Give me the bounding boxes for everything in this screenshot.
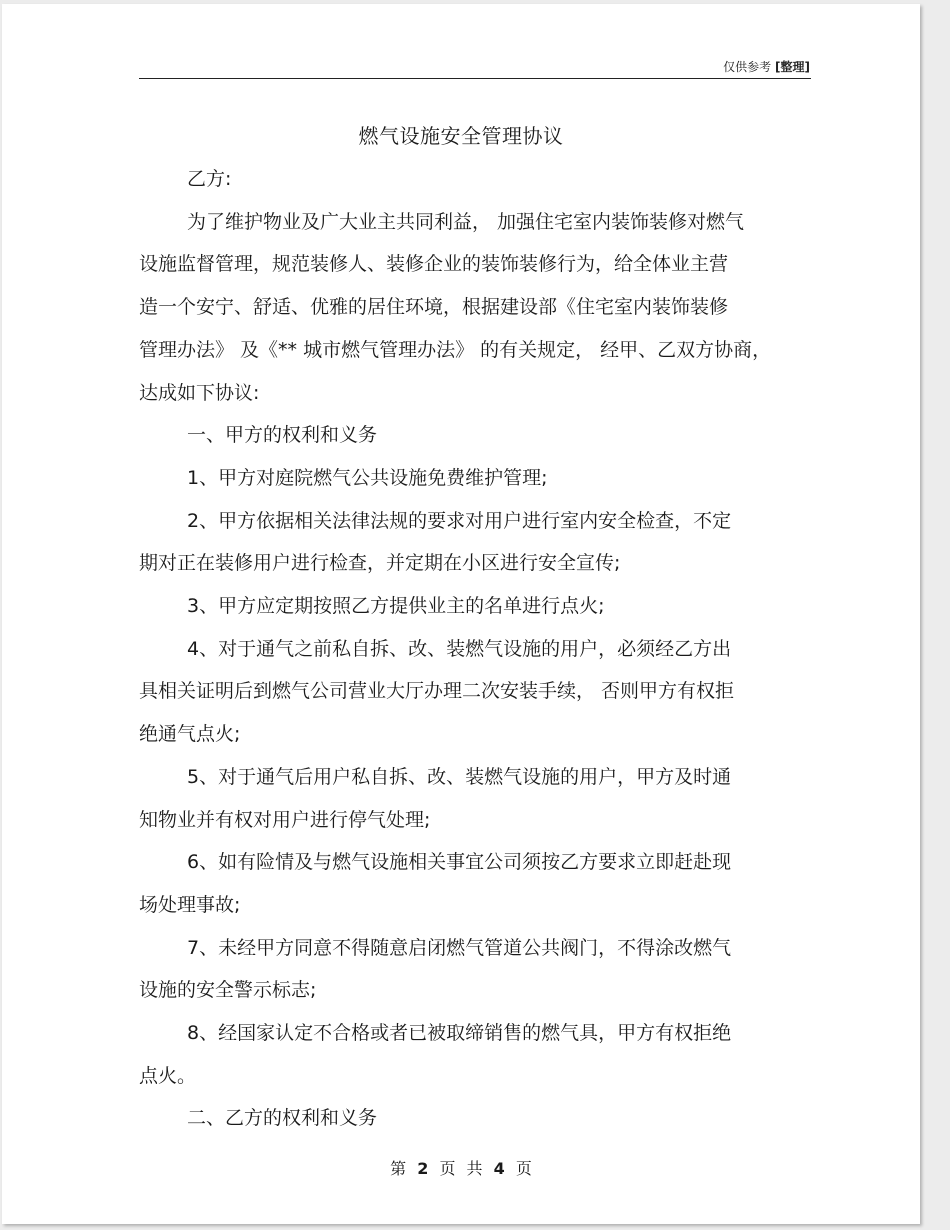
section-heading-party-a: 一、甲方的权利和义务 bbox=[187, 424, 378, 447]
clause-5-continued: 知物业并有权对用户进行停气处理; bbox=[139, 808, 431, 831]
clause-3: 3、甲方应定期按照乙方提供业主的名单进行点火; bbox=[187, 595, 605, 618]
document-page bbox=[2, 4, 920, 1224]
footer-mid: 页 共 bbox=[439, 1159, 483, 1178]
clause-7: 7、未经甲方同意不得随意启闭燃气管道公共阀门，不得涂改燃气 bbox=[187, 936, 732, 959]
clause-1: 1、甲方对庭院燃气公共设施免费维护管理; bbox=[187, 466, 548, 489]
clause-4: 4、对于通气之前私自拆、改、装燃气设施的用户，必须经乙方出 bbox=[187, 637, 732, 660]
footer-prefix: 第 bbox=[390, 1159, 407, 1178]
clause-4-continued: 具相关证明后到燃气公司营业大厅办理二次安装手续， 否则甲方有权拒 bbox=[139, 680, 735, 703]
clause-6: 6、如有险情及与燃气设施相关事宜公司须按乙方要求立即赶赴现 bbox=[187, 851, 732, 874]
document-title: 燃气设施安全管理协议 bbox=[358, 124, 564, 148]
footer-suffix: 页 bbox=[515, 1159, 532, 1178]
paragraph-line: 管理办法》 及《** 城市燃气管理办法》 的有关规定， 经甲、乙双方协商， bbox=[139, 338, 772, 361]
clause-8-continued: 点火。 bbox=[139, 1064, 197, 1087]
footer-page-number: 2 bbox=[417, 1159, 429, 1178]
footer-total-pages: 4 bbox=[493, 1159, 505, 1178]
document-body bbox=[139, 158, 819, 1140]
paragraph-line: 设施监督管理，规范装修人、装修企业的装饰装修行为，给全体业主营 bbox=[139, 253, 729, 276]
section-heading-party-b: 二、乙方的权利和义务 bbox=[187, 1107, 378, 1130]
header-note bbox=[723, 58, 810, 75]
clause-6-continued: 场处理事故; bbox=[139, 893, 241, 916]
page-footer bbox=[2, 1156, 920, 1179]
header-divider bbox=[139, 78, 811, 79]
clause-2-continued: 期对正在装修用户进行检查，并定期在小区进行安全宣传; bbox=[139, 552, 621, 575]
clause-5: 5、对于通气后用户私自拆、改、装燃气设施的用户，甲方及时通 bbox=[187, 765, 732, 788]
clause-8: 8、经国家认定不合格或者已被取缔销售的燃气具，甲方有权拒绝 bbox=[187, 1022, 732, 1045]
paragraph-line: 造一个安宁、舒适、优雅的居住环境，根据建设部《住宅室内装饰装修 bbox=[139, 296, 729, 319]
paragraph-line: 为了维护物业及广大业主共同利益， 加强住宅室内装饰装修对燃气 bbox=[187, 210, 745, 233]
clause-7-continued: 设施的安全警示标志; bbox=[139, 979, 317, 1002]
header-tag: [整理] bbox=[775, 60, 810, 74]
paragraph-line: 达成如下协议: bbox=[139, 381, 260, 404]
header-note-text: 仅供参考 bbox=[723, 60, 772, 74]
clause-2: 2、甲方依据相关法律法规的要求对用户进行室内安全检查，不定 bbox=[187, 509, 732, 532]
clause-4-continued: 绝通气点火; bbox=[139, 723, 241, 746]
party-b-line: 乙方: bbox=[187, 168, 232, 190]
